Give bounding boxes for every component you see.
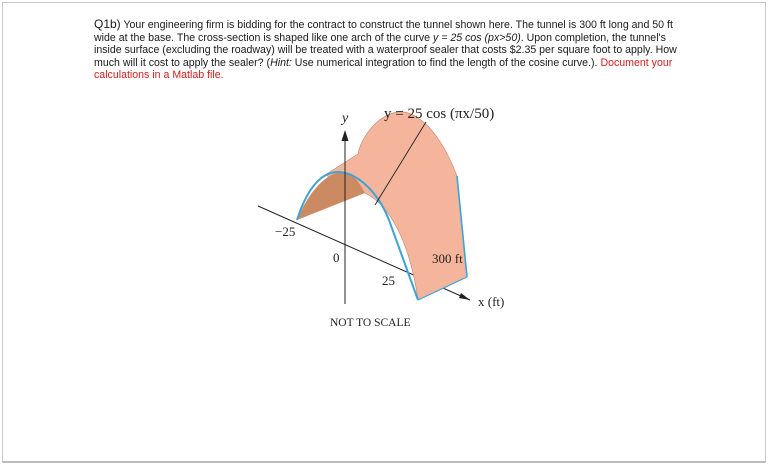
x-axis-label: x (ft) bbox=[478, 294, 505, 309]
zero-label: 0 bbox=[333, 250, 340, 265]
question-text-3: Use numerical integration to find the length of the cosine curve.). bbox=[291, 56, 601, 69]
curve-equation: y = 25 cos (px>50) bbox=[433, 31, 521, 44]
y-axis-arrowhead bbox=[342, 130, 349, 141]
matlab-instruction: Document your calculations in a Matlab file. bbox=[94, 56, 673, 82]
pos-25-label: 25 bbox=[382, 273, 395, 288]
question-text-2: . Upon completion, the tunnel's inside surface (excluding the roadway) will be treated with a waterproof sealer that costs $2.35 per square foot to apply. How much will it cost to apply the sealer? ( bbox=[94, 31, 677, 69]
length-label: 300 ft bbox=[432, 251, 463, 266]
not-to-scale-note: NOT TO SCALE bbox=[330, 317, 411, 329]
equation-label: y = 25 cos (πx/50) bbox=[384, 106, 495, 122]
y-axis-label: y bbox=[342, 111, 349, 126]
question-text-1: Your engineering firm is bidding for the contract to construct the tunnel shown here. The tunnel is 300 ft long and 50 ft wide at the base. The cross-section is shaped like one arch of the curve bbox=[94, 19, 673, 44]
question-label: Q1b) bbox=[94, 17, 121, 31]
hint-label: Hint: bbox=[270, 56, 292, 69]
x-axis-arrowhead bbox=[459, 293, 470, 300]
neg-25-label: −25 bbox=[275, 224, 296, 239]
